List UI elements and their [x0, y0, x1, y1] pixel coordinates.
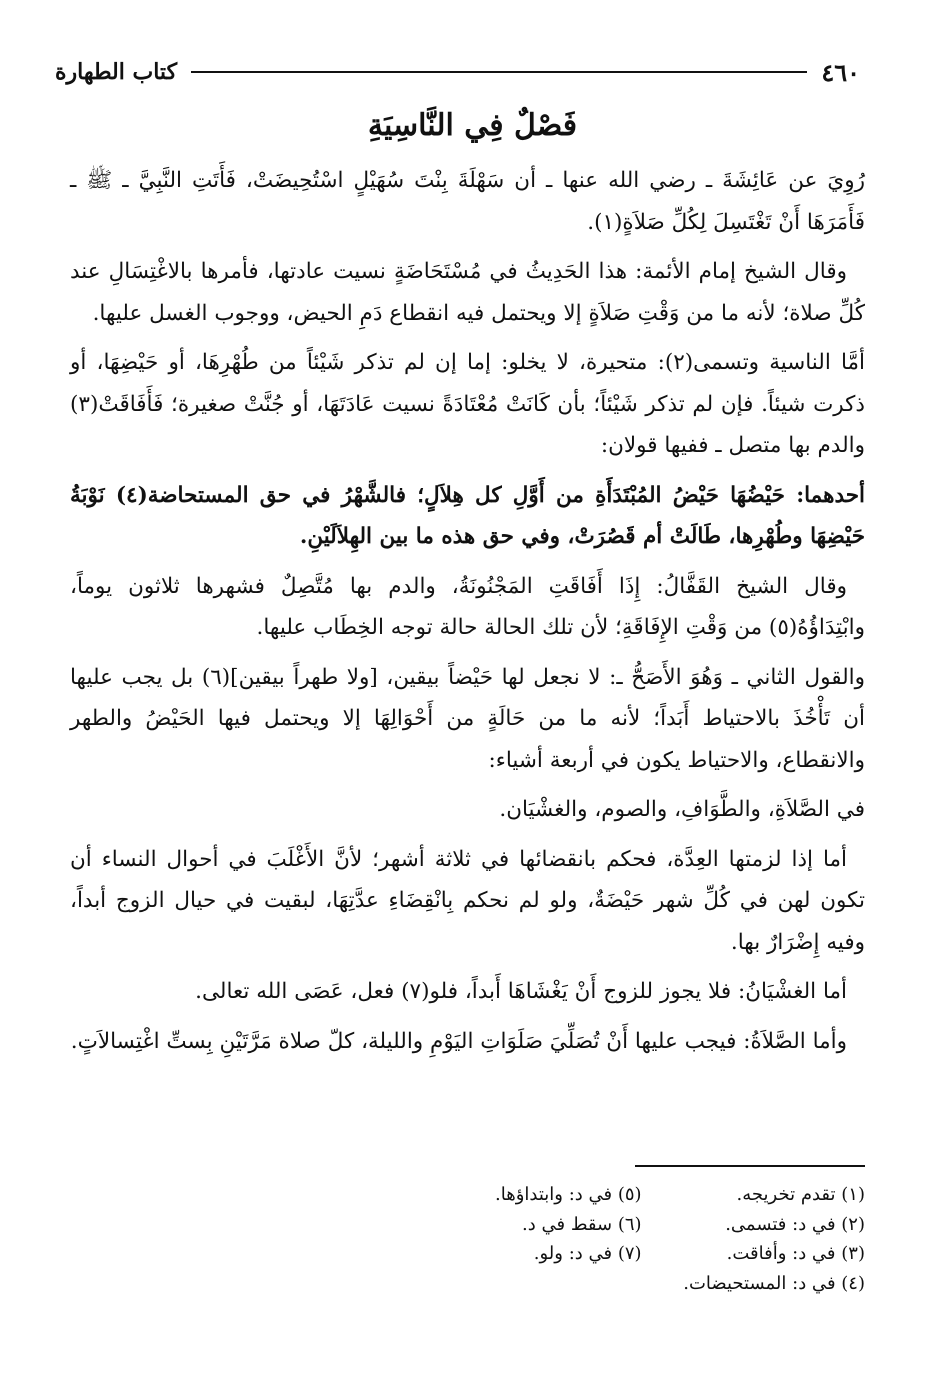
book-title: كتاب الطهارة — [55, 59, 178, 85]
footnote-6: (٦) سقط في د. — [522, 1213, 642, 1235]
footnotes — [60, 1180, 865, 1298]
footnote-4: (٤) في د: المستحيضات. — [683, 1272, 865, 1294]
footnote-5: (٥) في د: وابتداؤها. — [495, 1184, 642, 1205]
footnote-1: (١) تقدم تخريجه. — [736, 1184, 865, 1205]
footnote-2: (٢) في د: فتسمى. — [725, 1213, 865, 1235]
paragraph-forgetful-woman: أمَّا الناسية وتسمى(٢): متحيرة، لا يخلو: إما إن لم تذكر شَيْئاً من طُهْرِهَا، أو حَيْضِهَا، أو ذكرت شيئاً. فإن لم تذكر شَيْئاً؛ بأن كَانَتْ مُعْتَادَةً نسيت عَادَتَهَا، أو جُنَّتْ صغيرة؛ فَأَفَاقَتْ(٣) والدم بها متصل ـ ففيها قولان: — [70, 350, 865, 458]
paragraph-four-things: في الصَّلاَةِ، والطَّوَافِ، والصوم، والغشْيَان. — [499, 797, 865, 822]
paragraph-prayer: وأما الصَّلاَةُ: فيجب عليها أَنْ تُصَلِّيَ صَلَوَاتِ اليَوْمِ والليلة، كلّ صلاة مَرَّتَيْنِ بِستِّ اغْتِسالاَتٍ. — [70, 1028, 847, 1054]
section-title: فَصْلٌ فِي النَّاسِيَةِ — [367, 108, 578, 143]
running-header — [55, 52, 860, 92]
paragraph-intercourse: أما الغشْيَانُ: فلا يجوز للزوج أَنْ يَغْشَاهَا أَبداً، فلو(٧) فعل، عَصَى الله تعالى. — [195, 979, 847, 1004]
paragraph-second-opinion: والقول الثاني ـ وَهُوَ الأَصَحُّ ـ: لا نجعل لها حَيْضاً بيقين، [ولا طهراً بيقين](٦) بل يجب عليها أن تَأْخُذَ بالاحتياط أَبَداً؛ لأنه ما من حَالَةٍ من أَحْوَالِهَا إلا ويحتمل فيها الحَيْضُ والطهر والانقطاع، والاحتياط يكون في أربعة أشياء: — [70, 664, 865, 773]
footnote-7: (٧) في د: ولو. — [533, 1243, 642, 1264]
body-text — [70, 160, 865, 1070]
footnote-3: (٣) في د: وأفاقت. — [726, 1243, 865, 1264]
footnotes-left-column — [495, 1180, 642, 1298]
header-rule — [191, 71, 807, 73]
footnote-rule — [635, 1165, 865, 1167]
paragraph-iddah: أما إذا لزمتها العِدَّة، فحكم بانقضائها في ثلاثة أشهر؛ لأنَّ الأَغْلَبَ في أحوال النساء أن تكون لهن في كُلِّ شهر حَيْضَةٌ، ولو لم نحكم بِانْقِضَاءِ عدَّتِهَا، لبقيت في حيال الزوج أبداً، وفيه إِضْرَارٌ بها. — [70, 846, 865, 955]
page-number: ٤٦٠ — [821, 57, 860, 87]
paragraph-imam-commentary: وقال الشيخ إمام الأئمة: هذا الحَدِيثُ في مُسْتَحَاضَةٍ نسيت عادتها، فأمرها بالاغْتِسَالِ عند كُلِّ صلاة؛ لأنه ما من وَقْتِ صَلاَةٍ إلا ويحتمل فيه انقطاع دَمِ الحيض، ووجوب الغسل عليها. — [70, 259, 865, 326]
paragraph-qaffal: وقال الشيخ القَفَّالُ: إِذَا أَفَاقَتِ المَجْنُونَةُ، والدم بها مُتَّصِلٌ فشهرها ثلاثون يوماً، وابْتِدَاؤُهُ(٥) من وَقْتِ الإِفَاقَةِ؛ لأن تلك الحالة حالة توجه الخِطَاب عليها. — [70, 573, 865, 640]
footnotes-right-column — [683, 1180, 865, 1298]
paragraph-hadith: رُوِيَ عن عَائِشَةَ ـ رضي الله عنها ـ أن سَهْلَةَ بِنْتَ سُهَيْلٍ اسْتُحِيضَتْ، فَأَتَتِ النَّبِيَّ ـ ﷺ ـ فَأَمَرَهَا أَنْ تَغْتَسِلَ لِكُلِّ صَلاَةٍ(١). — [70, 168, 865, 235]
paragraph-first-opinion: أحدهما: حَيْضُهَا حَيْضُ المُبْتَدَأَةِ من أَوَّلِ كل هِلاَلٍ؛ فالشَّهْرُ في حق المستحاضة(٤) نَوْبَةُ حَيْضِهَا وطُهْرِها، طَالَتْ أم قَصُرَتْ، وفي حق هذه ما بين الهِلاَلَيْنِ. — [70, 482, 865, 549]
